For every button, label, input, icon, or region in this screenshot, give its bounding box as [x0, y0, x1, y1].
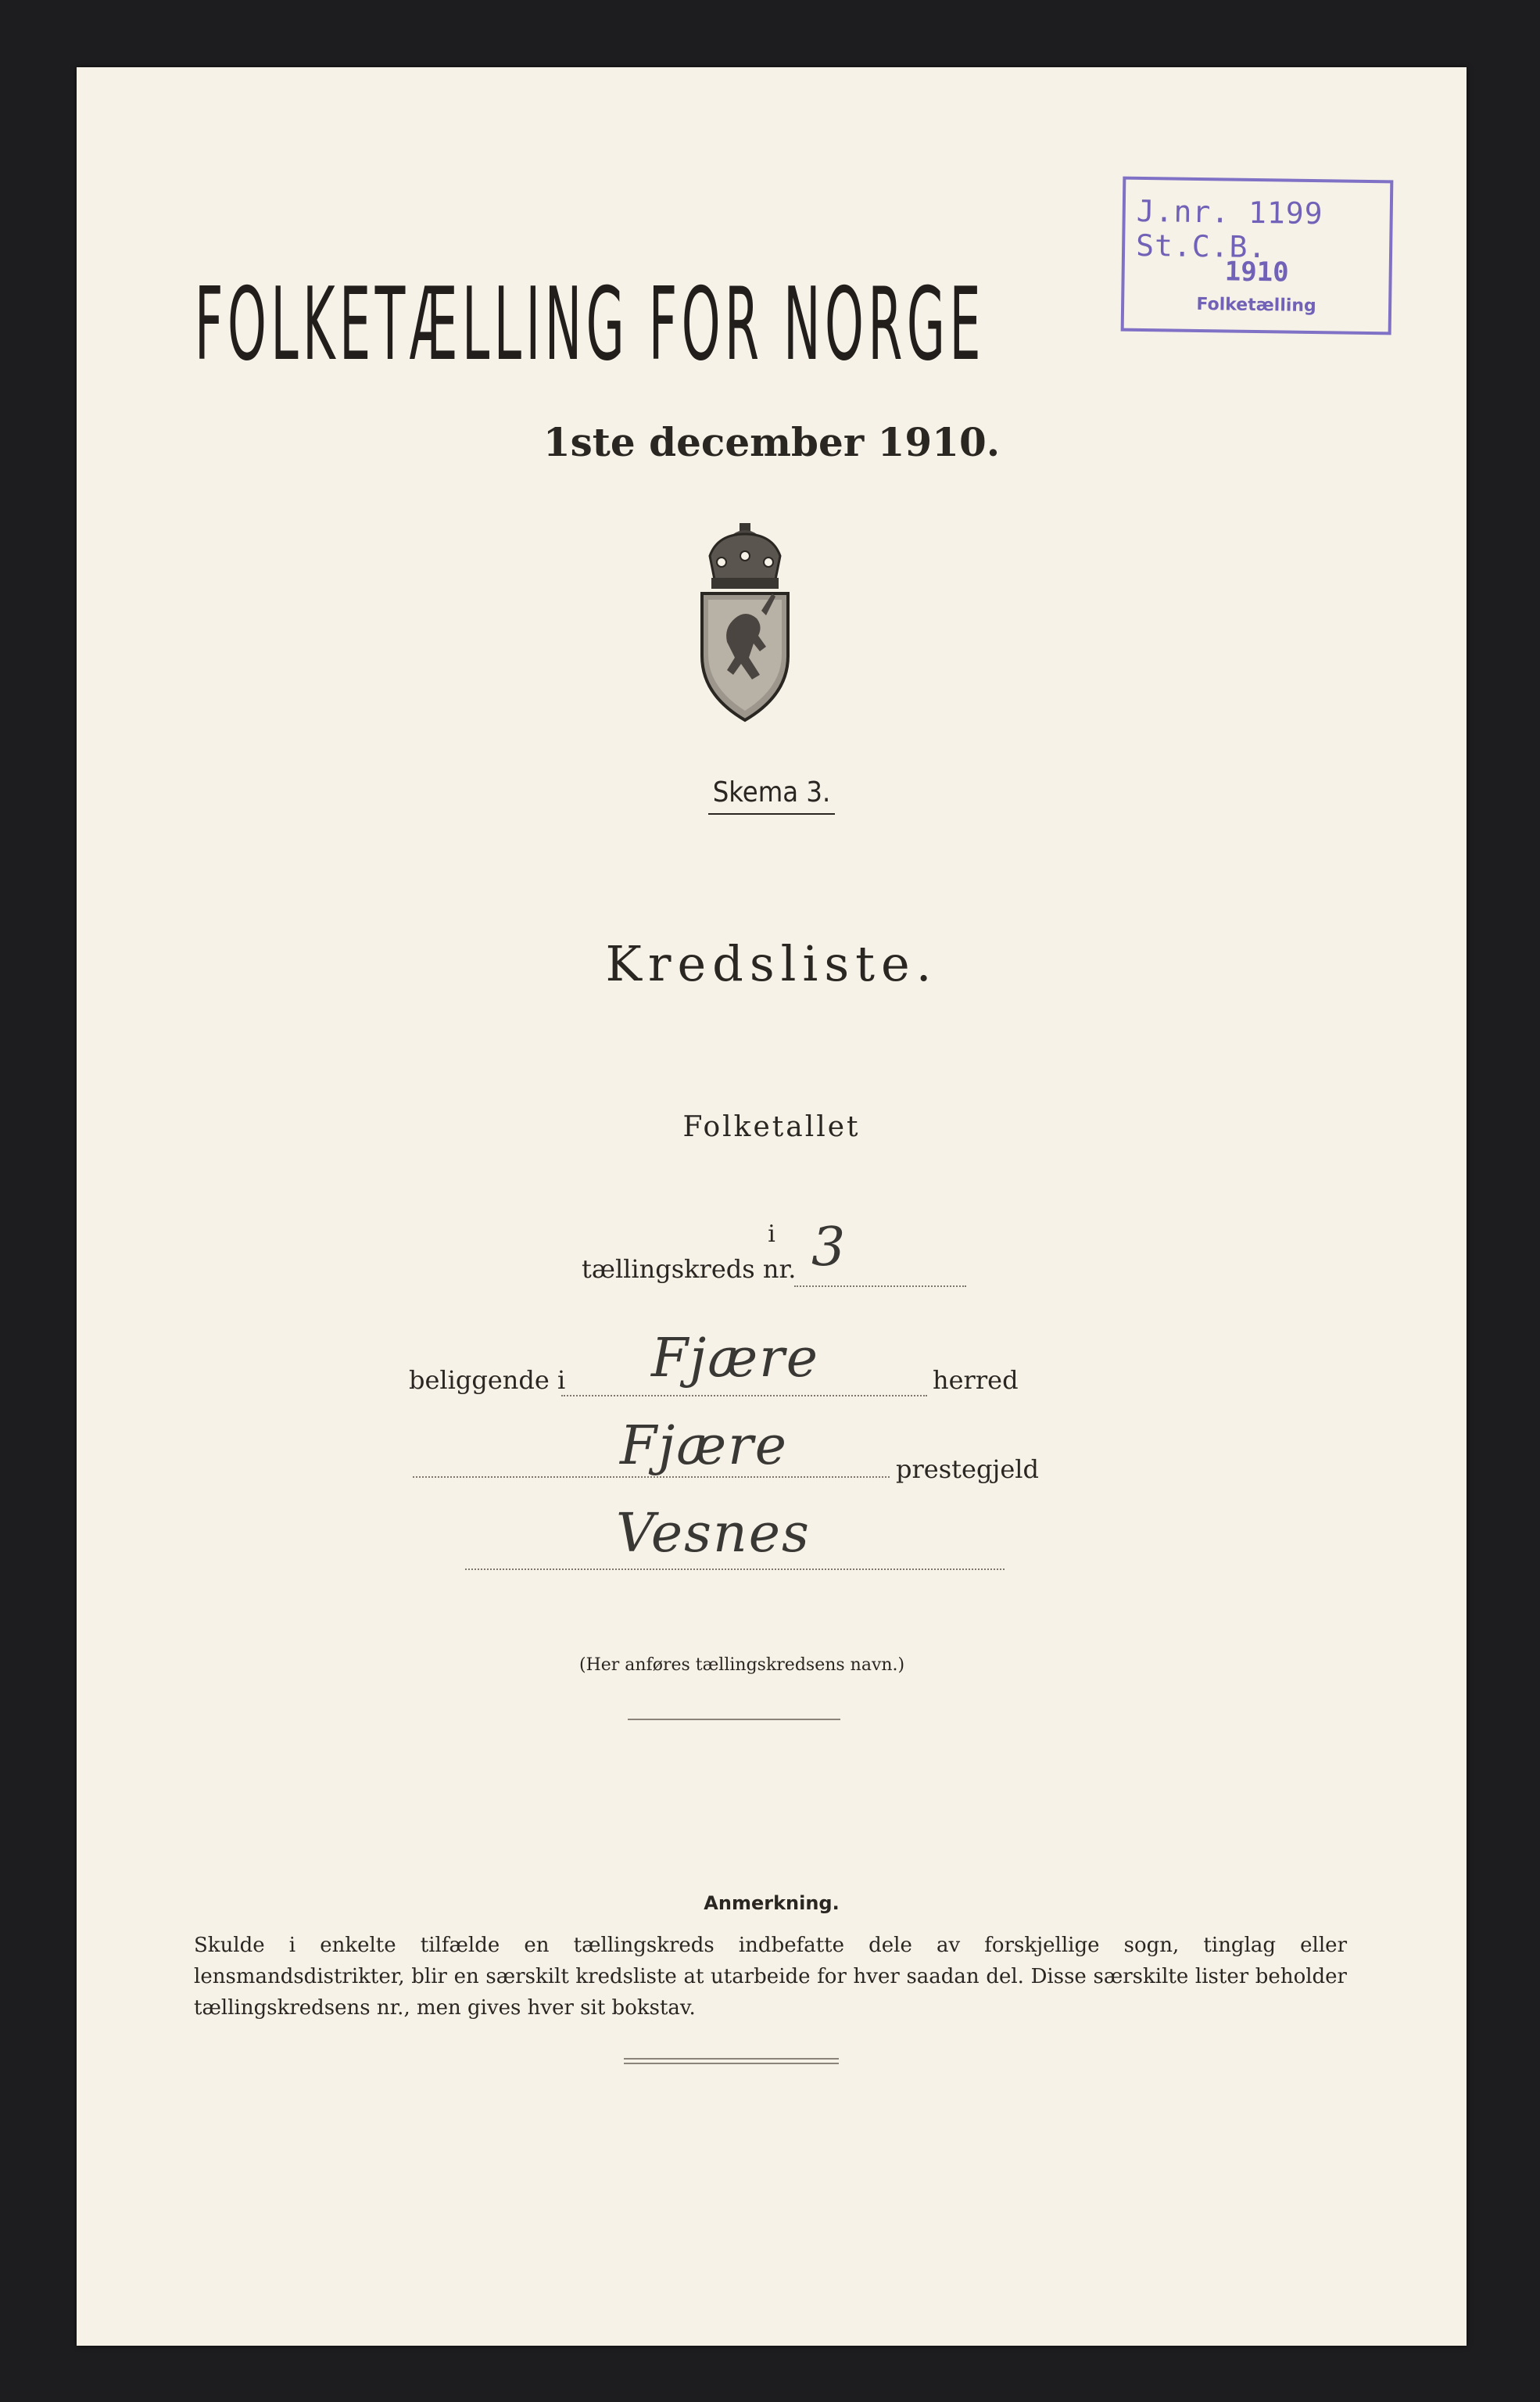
herred-line: [561, 1395, 927, 1396]
district-number-line: [794, 1285, 966, 1287]
district-name-hint: (Her anføres tællingskredsens navn.): [579, 1655, 905, 1675]
population-label: Folketallet: [682, 1111, 861, 1143]
stamp-department: Folketælling: [1196, 294, 1316, 317]
stamp-number: J.nr. 1199 St.C.B.: [1135, 193, 1323, 265]
census-date: 1ste december 1910.: [543, 419, 1001, 465]
herred-label: herred: [933, 1365, 1019, 1395]
footer-divider-bottom: [624, 2063, 839, 2064]
schema-label: Skema 3.: [708, 776, 836, 815]
norwegian-coat-of-arms-icon: [686, 517, 804, 724]
district-name-line: [465, 1568, 1005, 1570]
section-divider: [628, 1719, 840, 1720]
form-heading: Kredsliste.: [605, 935, 938, 992]
prestegjeld-value: Fjære: [620, 1415, 788, 1477]
archive-stamp: [1121, 177, 1394, 335]
preposition-i: i: [768, 1221, 775, 1248]
note-heading: Anmerkning.: [704, 1892, 840, 1914]
district-name-value: Vesnes: [616, 1503, 811, 1565]
district-number-value: 3: [811, 1217, 847, 1278]
document-page: [77, 67, 1467, 2346]
located-in-label: beliggende i: [409, 1365, 566, 1395]
district-number-label: tællingskreds nr.: [582, 1254, 797, 1284]
stamp-year: 1910: [1224, 256, 1289, 289]
note-text: Skulde i enkelte tilfælde en tællingskreds indbefatte dele av forskjellige sogn, tinglag eller lensmandsdistrikter, blir en særskilt kredsliste at utarbeide for hver saadan del. Disse særskilte lister beholder tællingskredsens nr., men gives hver sit bokstav.: [194, 1934, 1347, 2020]
herred-value: Fjære: [651, 1328, 819, 1389]
footer-divider-top: [624, 2058, 839, 2060]
page-title: FOLKETÆLLING FOR NORGE: [195, 267, 985, 383]
prestegjeld-label: prestegjeld: [896, 1454, 1039, 1484]
schema-number: [77, 776, 1467, 815]
